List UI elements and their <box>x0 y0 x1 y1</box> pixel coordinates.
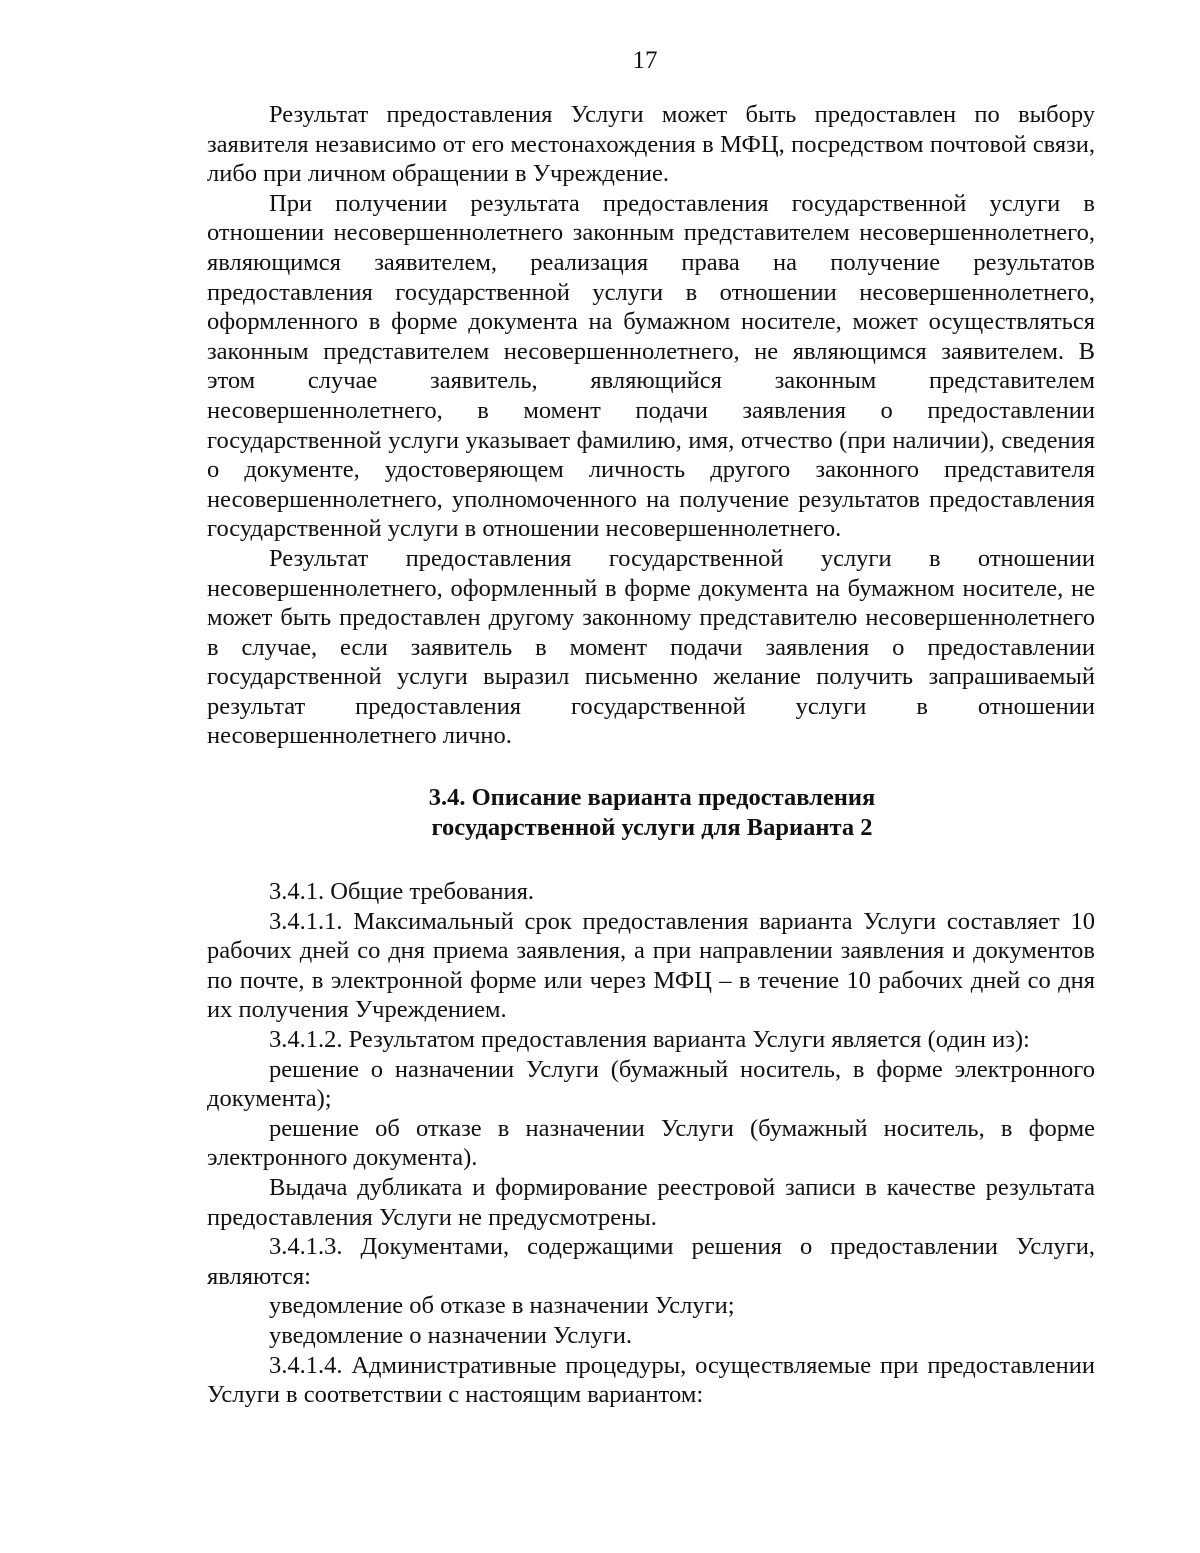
paragraph-decision-granted: решение о назначении Услуги (бумажный носитель, в форме электронного документа); <box>207 1055 1095 1113</box>
paragraph-general-requirements: 3.4.1. Общие требования. <box>269 878 534 906</box>
paragraph-max-term: 3.4.1.1. Максимальный срок предоставления варианта Услуги составляет 10 рабочих дней со дня приема заявления, а при направлении заявления и документов по почте, в электронной форме или через МФЦ – в течение 10 рабочих дней со дня их получения Учреждением. <box>207 907 1095 1024</box>
section-heading-line-1: 3.4. Описание варианта предоставления <box>428 784 876 812</box>
section-heading <box>207 783 1095 843</box>
page-number: 17 <box>632 47 658 74</box>
paragraph-result-types: 3.4.1.2. Результатом предоставления варианта Услуги является (один из): <box>269 1026 1030 1054</box>
document-body <box>207 100 1095 1410</box>
paragraph-duplicate-not-provided: Выдача дубликата и формирование реестровой записи в качестве результата предоставления Услуги не предусмотрены. <box>207 1174 1095 1231</box>
paragraph-minor-result-restriction: Результат предоставления государственной услуги в отношении несовершеннолетнего, оформленный в форме документа на бумажном носителе, не может быть предоставлен другому законному представителю несовершеннолетнего в случае, если заявитель в момент подачи заявления о предоставлении государственной услуги выразил письменно желание получить запрашиваемый результат предоставления государственной услуги в отношении несовершеннолетнего лично. <box>207 544 1095 750</box>
section-heading-line-2: государственной услуги для Варианта 2 <box>431 814 873 842</box>
paragraph-refusal-notice: уведомление об отказе в назначении Услуги; <box>269 1292 735 1320</box>
paragraph-decision-refused: решение об отказе в назначении Услуги (бумажный носитель, в форме электронного документа). <box>207 1114 1095 1172</box>
paragraph-result-delivery-options: Результат предоставления Услуги может быть предоставлен по выбору заявителя независимо от его местонахождения в МФЦ, посредством почтовой связи, либо при личном обращении в Учреждение. <box>207 101 1095 188</box>
paragraph-grant-notice: уведомление о назначении Услуги. <box>269 1321 633 1349</box>
paragraph-decision-documents: 3.4.1.3. Документами, содержащими решения о предоставлении Услуги, являются: <box>207 1233 1095 1290</box>
paragraph-admin-procedures: 3.4.1.4. Административные процедуры, осуществляемые при предоставлении Услуги в соответствии с настоящим вариантом: <box>207 1351 1095 1409</box>
paragraph-minor-representative: При получении результата предоставления государственной услуги в отношении несовершеннолетнего законным представителем несовершеннолетнего, являющимся заявителем, реализация права на получение результатов предоставления государственной услуги в отношении несовершеннолетнего, оформленного в форме документа на бумажном носителе, может осуществляться законным представителем несовершеннолетнего, не являющимся заявителем. В этом случае заявитель, являющийся законным представителем несовершеннолетнего, в момент подачи заявления о предоставлении государственной услуги указывает фамилию, имя, отчество (при наличии), сведения о документе, удостоверяющем личность другого законного представителя несовершеннолетнего, уполномоченного на получение результатов предоставления государственной услуги в отношении несовершеннолетнего. <box>207 189 1095 543</box>
